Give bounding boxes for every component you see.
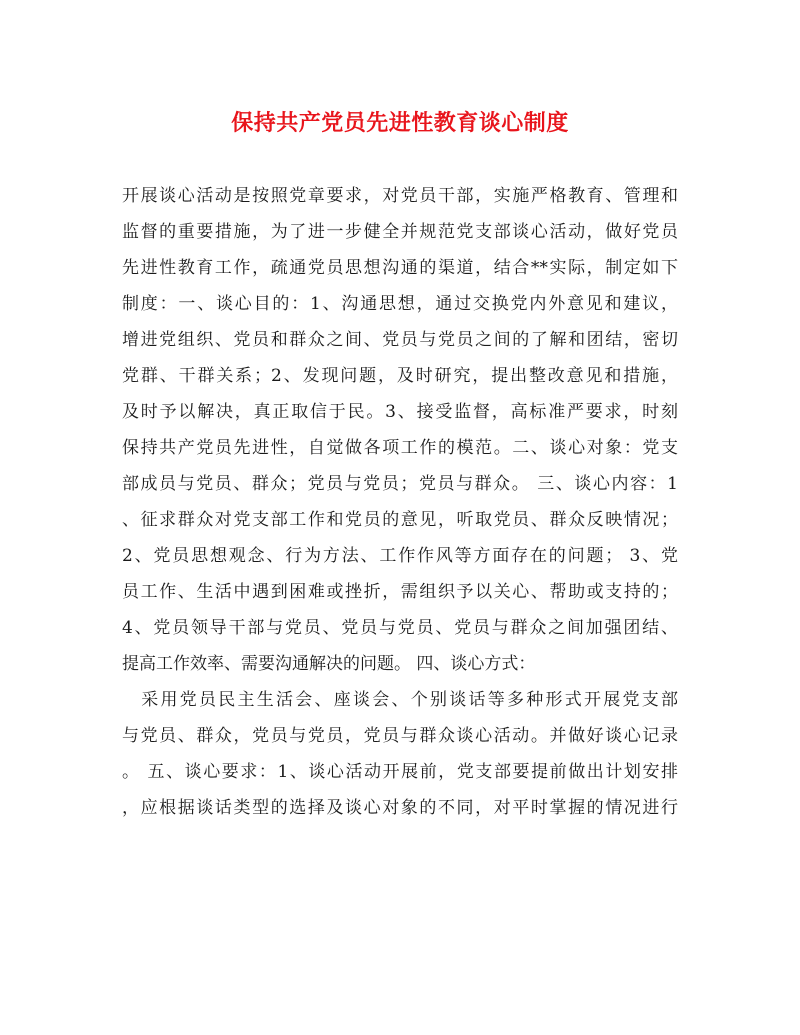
body-line: 。 五、谈心要求：1、谈心活动开展前，党支部要提前做出计划安排 — [122, 762, 678, 782]
body-line: 保持共产党员先进性，自觉做各项工作的模范。二、谈心对象：党支 — [122, 438, 678, 458]
body-line: 采用党员民主生活会、座谈会、个别谈话等多种形式开展党支部 — [122, 690, 678, 710]
document-body — [122, 178, 678, 826]
body-line: 党群、干群关系；2、发现问题，及时研究，提出整改意见和措施， — [122, 366, 678, 386]
body-line: 制度：一、谈心目的：1、沟通思想，通过交换党内外意见和建议， — [122, 294, 678, 314]
body-line: 开展谈心活动是按照党章要求，对党员干部，实施严格教育、管理和 — [122, 186, 678, 206]
body-line: 员工作、生活中遇到困难或挫折，需组织予以关心、帮助或支持的； — [122, 582, 678, 602]
body-line: 提高工作效率、需要沟通解决的问题。 四、谈心方式： — [122, 654, 536, 674]
body-line: ，应根据谈话类型的选择及谈心对象的不同，对平时掌握的情况进行 — [122, 798, 678, 818]
body-line: 及时予以解决，真正取信于民。3、接受监督，高标准严要求，时刻 — [122, 402, 678, 422]
body-line: 2、党员思想观念、行为方法、工作作风等方面存在的问题； 3、党 — [122, 546, 678, 566]
body-line: 增进党组织、党员和群众之间、党员与党员之间的了解和团结，密切 — [122, 330, 678, 350]
body-line: 、征求群众对党支部工作和党员的意见，听取党员、群众反映情况； — [122, 510, 678, 530]
body-line: 与党员、群众，党员与党员，党员与群众谈心活动。并做好谈心记录 — [122, 726, 678, 746]
body-line: 4、党员领导干部与党员、党员与党员、党员与群众之间加强团结、 — [122, 618, 678, 638]
body-line: 监督的重要措施，为了进一步健全并规范党支部谈心活动，做好党员 — [122, 222, 678, 242]
body-line: 部成员与党员、群众；党员与党员；党员与群众。 三、谈心内容：1 — [122, 474, 678, 494]
document-title: 保持共产党员先进性教育谈心制度 — [231, 110, 569, 136]
body-line: 先进性教育工作，疏通党员思想沟通的渠道，结合**实际，制定如下 — [122, 258, 678, 278]
